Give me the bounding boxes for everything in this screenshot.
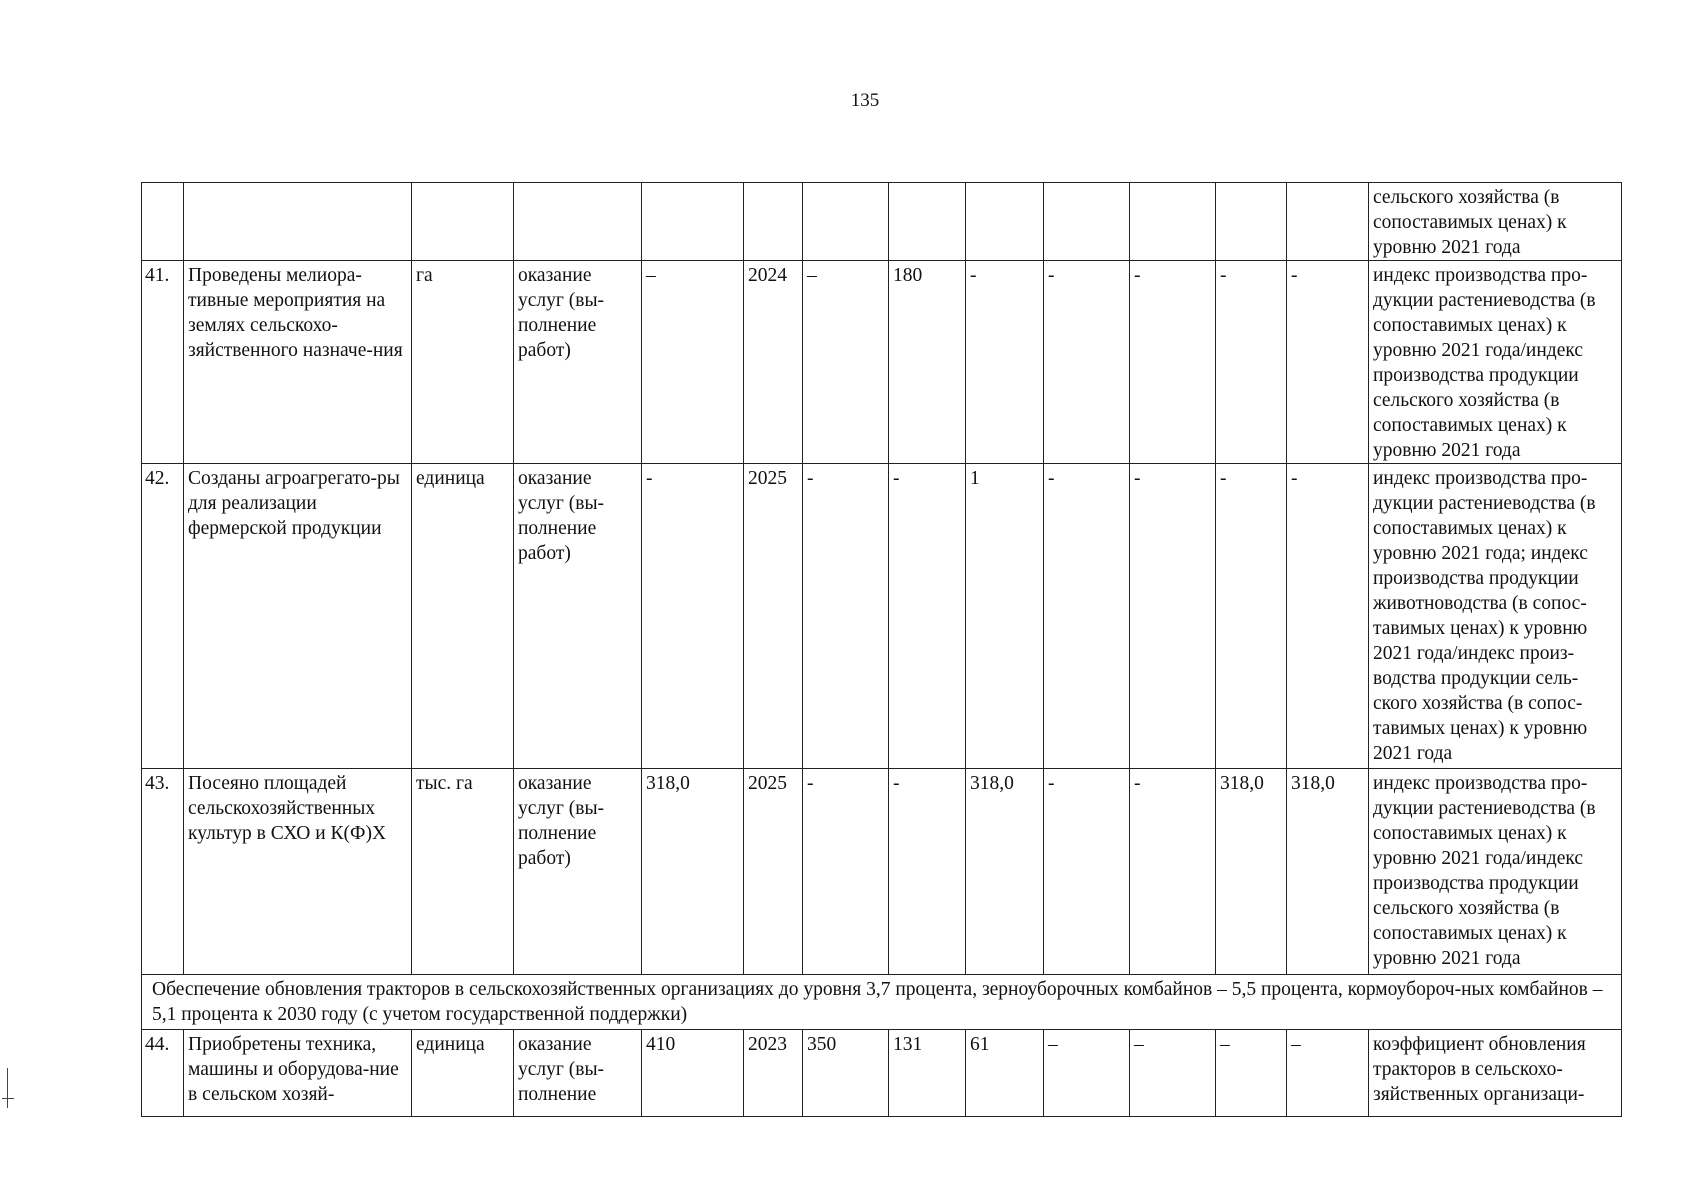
cell-unit: тыс. га: [412, 769, 514, 975]
cell-value: [889, 183, 966, 261]
cell-value: 350: [803, 1030, 889, 1117]
cell-value: [1287, 183, 1369, 261]
cell-value: -: [1287, 261, 1369, 464]
cell-value: 318,0: [642, 769, 744, 975]
cell-value: –: [1044, 1030, 1130, 1117]
section-title: Обеспечение обновления тракторов в сельскохозяйственных организациях до уровня 3,7 процента, зерноуборочных комбайнов – 5,5 процента, кормоубороч-ных комбайнов – 5,1 процента к 2030 году (с учетом государственной поддержки): [142, 975, 1622, 1030]
cell-value: –: [1130, 1030, 1216, 1117]
cell-value: 1: [966, 464, 1044, 769]
cell-type: оказание услуг (вы-полнение работ): [514, 261, 642, 464]
cell-value: [803, 183, 889, 261]
cell-value: -: [889, 769, 966, 975]
cell-unit: га: [412, 261, 514, 464]
cell-type: оказание услуг (вы-полнение работ): [514, 769, 642, 975]
cell-value: [1044, 183, 1130, 261]
cell-value: -: [1044, 261, 1130, 464]
indicators-table: [141, 182, 1622, 1117]
cell-value: –: [642, 261, 744, 464]
cell-indicator: индекс производства про-дукции растениеводства (в сопоставимых ценах) к уровню 2021 года/индекс производства продукции сельского хозяйства (в сопоставимых ценах) к уровню 2021 года: [1369, 769, 1622, 975]
cell-value: -: [1044, 464, 1130, 769]
cell-year: 2025: [744, 769, 803, 975]
cell-name: Проведены мелиора-тивные мероприятия на землях сельскохо-зяйственного назначе-ния: [184, 261, 412, 464]
cell-year: 2023: [744, 1030, 803, 1117]
cell-value: 410: [642, 1030, 744, 1117]
cell-value: 180: [889, 261, 966, 464]
cell-num: 44.: [142, 1030, 184, 1117]
cell-type: оказание услуг (вы-полнение работ): [514, 464, 642, 769]
page-number: 135: [850, 90, 880, 111]
cell-value: –: [803, 261, 889, 464]
cell-value: 318,0: [966, 769, 1044, 975]
table-row: [142, 464, 1622, 769]
cell-value: 318,0: [1216, 769, 1287, 975]
cell-unit: [412, 183, 514, 261]
cell-num: 41.: [142, 261, 184, 464]
cell-value: [642, 183, 744, 261]
cell-type: оказание услуг (вы-полнение: [514, 1030, 642, 1117]
cell-value: -: [642, 464, 744, 769]
table-row: [142, 769, 1622, 975]
cell-value: 318,0: [1287, 769, 1369, 975]
cell-value: 61: [966, 1030, 1044, 1117]
cell-unit: единица: [412, 1030, 514, 1117]
cell-num: 42.: [142, 464, 184, 769]
table-row: [142, 183, 1622, 261]
table-row: [142, 261, 1622, 464]
cell-value: [744, 183, 803, 261]
table-row: [142, 1030, 1622, 1117]
cell-value: -: [1130, 464, 1216, 769]
section-row: [142, 975, 1622, 1030]
scan-mark: [7, 1068, 8, 1108]
cell-value: [1130, 183, 1216, 261]
cell-year: 2024: [744, 261, 803, 464]
cell-value: -: [803, 464, 889, 769]
cell-value: -: [1216, 464, 1287, 769]
cell-year: 2025: [744, 464, 803, 769]
cell-name: Приобретены техника, машины и оборудова-ние в сельском хозяй-: [184, 1030, 412, 1117]
cell-value: 131: [889, 1030, 966, 1117]
cell-type: [514, 183, 642, 261]
cell-value: –: [1216, 1030, 1287, 1117]
cell-value: -: [966, 261, 1044, 464]
cell-unit: единица: [412, 464, 514, 769]
cell-name: Созданы агроагрегато-ры для реализации фермерской продукции: [184, 464, 412, 769]
cell-value: -: [889, 464, 966, 769]
cell-indicator: индекс производства про-дукции растениеводства (в сопоставимых ценах) к уровню 2021 года; индекс производства продукции животноводства (в сопос-тавимых ценах) к уровню 2021 года/индекс произ-водства продукции сель-ского хозяйства (в сопос-тавимых ценах) к уровню 2021 года: [1369, 464, 1622, 769]
cell-value: -: [1044, 769, 1130, 975]
scan-mark: [2, 1098, 14, 1099]
cell-value: -: [803, 769, 889, 975]
cell-indicator: индекс производства про-дукции растениеводства (в сопоставимых ценах) к уровню 2021 года/индекс производства продукции сельского хозяйства (в сопоставимых ценах) к уровню 2021 года: [1369, 261, 1622, 464]
cell-value: -: [1216, 261, 1287, 464]
cell-value: [966, 183, 1044, 261]
cell-num: 43.: [142, 769, 184, 975]
cell-value: -: [1130, 769, 1216, 975]
cell-name: Посеяно площадей сельскохозяйственных культур в СХО и К(Ф)Х: [184, 769, 412, 975]
cell-value: -: [1287, 464, 1369, 769]
cell-name: [184, 183, 412, 261]
cell-value: –: [1287, 1030, 1369, 1117]
cell-indicator: сельского хозяйства (в сопоставимых ценах) к уровню 2021 года: [1369, 183, 1622, 261]
cell-value: [1216, 183, 1287, 261]
cell-num: [142, 183, 184, 261]
cell-indicator: коэффициент обновления тракторов в сельскохо-зяйственных организаци-: [1369, 1030, 1622, 1117]
cell-value: -: [1130, 261, 1216, 464]
